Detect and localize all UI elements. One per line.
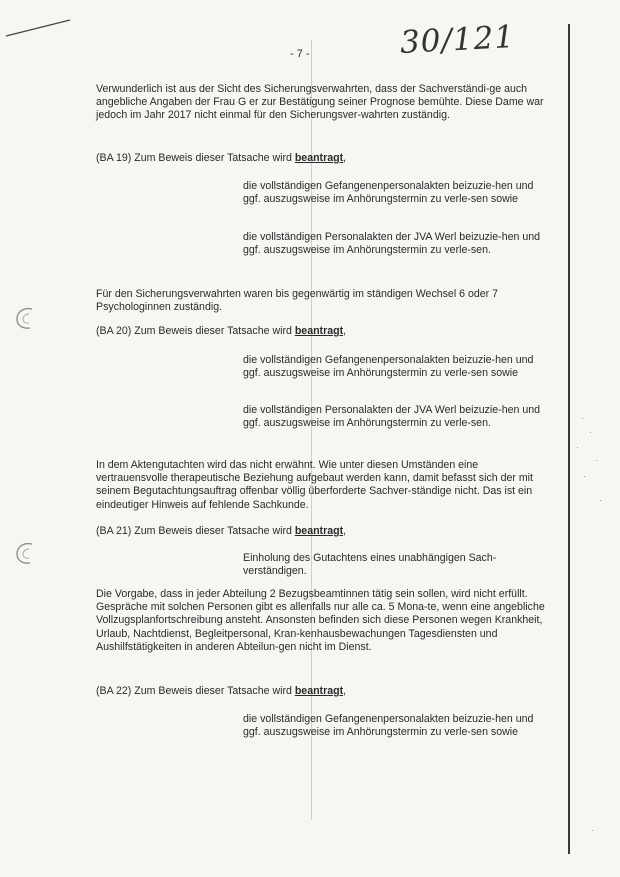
- request-ba-21: (BA 21) Zum Beweis dieser Tatsache wird beantragt,: [96, 525, 347, 537]
- page-number: - 7 -: [290, 48, 310, 60]
- handwritten-page-count: 30/121: [399, 19, 516, 61]
- request-text: (BA 22) Zum Beweis dieser Tatsache wird: [96, 685, 295, 697]
- request-keyword: beantragt: [294, 152, 344, 164]
- request-ba-19: (BA 19) Zum Beweis dieser Tatsache wird beantragt,: [96, 152, 347, 164]
- punch-hole-icon: [14, 305, 36, 331]
- indented-personalakten: die vollständigen Personalakten der JVA Werl beizuzie-hen und ggf. auszugsweise im Anhörungstermin zu verle-sen.: [243, 404, 541, 430]
- indented-gutachten: Einholung des Gutachtens eines unabhängigen Sach-verständigen.: [243, 552, 497, 578]
- request-text: (BA 21) Zum Beweis dieser Tatsache wird: [96, 525, 295, 537]
- request-ba-20: (BA 20) Zum Beweis dieser Tatsache wird beantragt,: [96, 325, 347, 337]
- paragraph-psychologinnen: Für den Sicherungsverwahrten waren bis gegenwärtig im ständigen Wechsel 6 oder 7 Psychologinnen zuständig.: [96, 288, 498, 314]
- request-keyword: beantragt: [294, 685, 344, 697]
- indented-personalakten: die vollständigen Personalakten der JVA Werl beizuzie-hen und ggf. auszugsweise im Anhörungstermin zu verle-sen.: [243, 231, 541, 257]
- margin-rule: [568, 24, 570, 854]
- indented-gefangenenakten: die vollständigen Gefangenenpersonalakten beizuzie-hen und ggf. auszugsweise im Anhörungstermin zu verle-sen sowie: [243, 713, 534, 739]
- request-text: (BA 19) Zum Beweis dieser Tatsache wird: [96, 152, 295, 164]
- paragraph-bezugsbeamtinnen: Die Vorgabe, dass in jeder Abteilung 2 Bezugsbeamtinnen tätig sein sollen, wird nicht erfüllt. Gespräche mit solchen Personen gibt es allenfalls nur alle ca. 5 Mona-te, wenn eine angebliche Vollzugsplanfortschreibung ansteht. Ansonsten befinden sich diese Personen wegen Krankheit, Urlaub, Nachtdienst, Begleitpersonal, Kran-kenhausbewachungen Tagesdiensten und Aushilfstätigkeiten in anderen Abteilun-gen nicht im Dienst.: [96, 588, 545, 653]
- pen-stroke-mark: [4, 12, 74, 42]
- punch-hole-icon: [14, 540, 36, 566]
- paragraph-aktengutachten: In dem Aktengutachten wird das nicht erwähnt. Wie unter diesen Umständen eine vertrauensvolle therapeutische Beziehung aufgebaut werden kann, damit befasst sich der mit seinem Begutachtungsauftrag offenbar völlig überforderte Sachver-ständige nicht. Das ist ein eindeutiger Hinweis auf fehlende Sachkunde.: [96, 459, 533, 511]
- request-keyword: beantragt: [294, 325, 344, 337]
- request-ba-22: (BA 22) Zum Beweis dieser Tatsache wird beantragt,: [96, 685, 347, 697]
- indented-gefangenenakten: die vollständigen Gefangenenpersonalakten beizuzie-hen und ggf. auszugsweise im Anhörungstermin zu verle-sen sowie: [243, 354, 534, 380]
- paragraph-sachverstaendige: Verwunderlich ist aus der Sicht des Sicherungsverwahrten, dass der Sachverständi-ge auch angebliche Angaben der Frau G er zur Bestätigung seiner Prognose bemühte. Diese Dame war jedoch im Jahr 2017 nicht einmal für den Sicherungsver-wahrten zuständig.: [96, 83, 544, 122]
- request-keyword: beantragt: [294, 525, 344, 537]
- indented-gefangenenakten: die vollständigen Gefangenenpersonalakten beizuzie-hen und ggf. auszugsweise im Anhörungstermin zu verle-sen sowie: [243, 180, 534, 206]
- request-text: (BA 20) Zum Beweis dieser Tatsache wird: [96, 325, 295, 337]
